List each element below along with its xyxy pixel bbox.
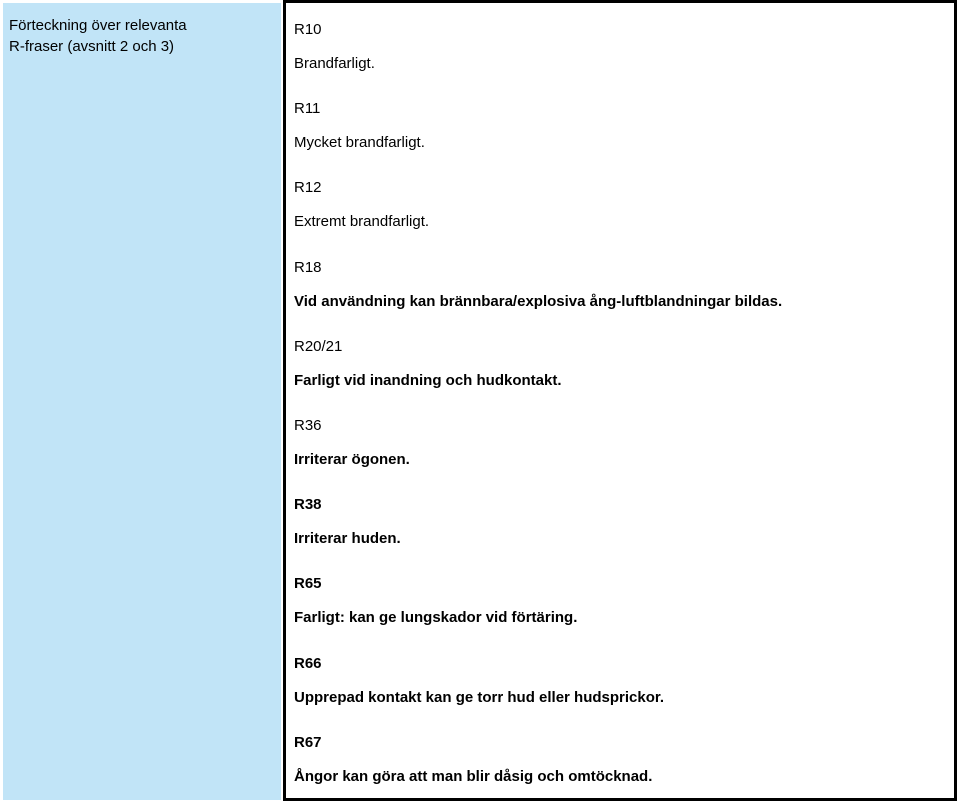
section-title [9, 15, 269, 57]
r-phrase-item [294, 96, 946, 175]
r-phrase-text: Upprepad kontakt kan ge torr hud eller hudsprickor. [294, 688, 665, 706]
r-phrases-box [283, 0, 957, 801]
r-phrase-item [294, 730, 946, 809]
r-phrase-text: Mycket brandfarligt. [294, 134, 425, 152]
r-phrase-item [294, 651, 946, 730]
r-phrase-code: R18 [294, 258, 322, 276]
r-phrase-text: Vid användning kan brännbara/explosiva ång-luftblandningar bildas. [294, 292, 783, 310]
r-phrase-code: R65 [294, 575, 322, 593]
section-sidebar [3, 3, 281, 800]
r-phrase-text: Ångor kan göra att man blir dåsig och omtöcknad. [294, 767, 653, 785]
r-phrase-text: Extremt brandfarligt. [294, 213, 430, 231]
section-title-line-2: R-fraser (avsnitt 2 och 3) [9, 38, 175, 55]
r-phrase-code: R12 [294, 179, 322, 197]
r-phrase-text: Brandfarligt. [294, 55, 375, 72]
r-phrase-code: R11 [294, 100, 321, 118]
r-phrase-item [294, 571, 946, 650]
r-phrase-code: R38 [294, 496, 322, 514]
r-phrase-code: R20/21 [294, 337, 343, 355]
r-phrase-code: R10 [294, 21, 322, 38]
r-phrase-item [294, 175, 946, 254]
r-phrase-item [294, 255, 946, 334]
r-phrase-list [294, 17, 946, 809]
r-phrase-item [294, 17, 946, 96]
r-phrase-code: R66 [294, 654, 322, 672]
r-phrase-item [294, 413, 946, 492]
r-phrase-item [294, 334, 946, 413]
section-title-line-1: Förteckning över relevanta [9, 17, 187, 34]
r-phrase-item [294, 492, 946, 571]
r-phrase-code: R67 [294, 733, 322, 751]
r-phrase-text: Farligt: kan ge lungskador vid förtäring. [294, 609, 578, 627]
r-phrase-text: Irriterar huden. [294, 530, 401, 548]
r-phrase-code: R36 [294, 416, 322, 434]
r-phrase-text: Irriterar ögonen. [294, 450, 410, 468]
r-phrase-text: Farligt vid inandning och hudkontakt. [294, 371, 562, 389]
